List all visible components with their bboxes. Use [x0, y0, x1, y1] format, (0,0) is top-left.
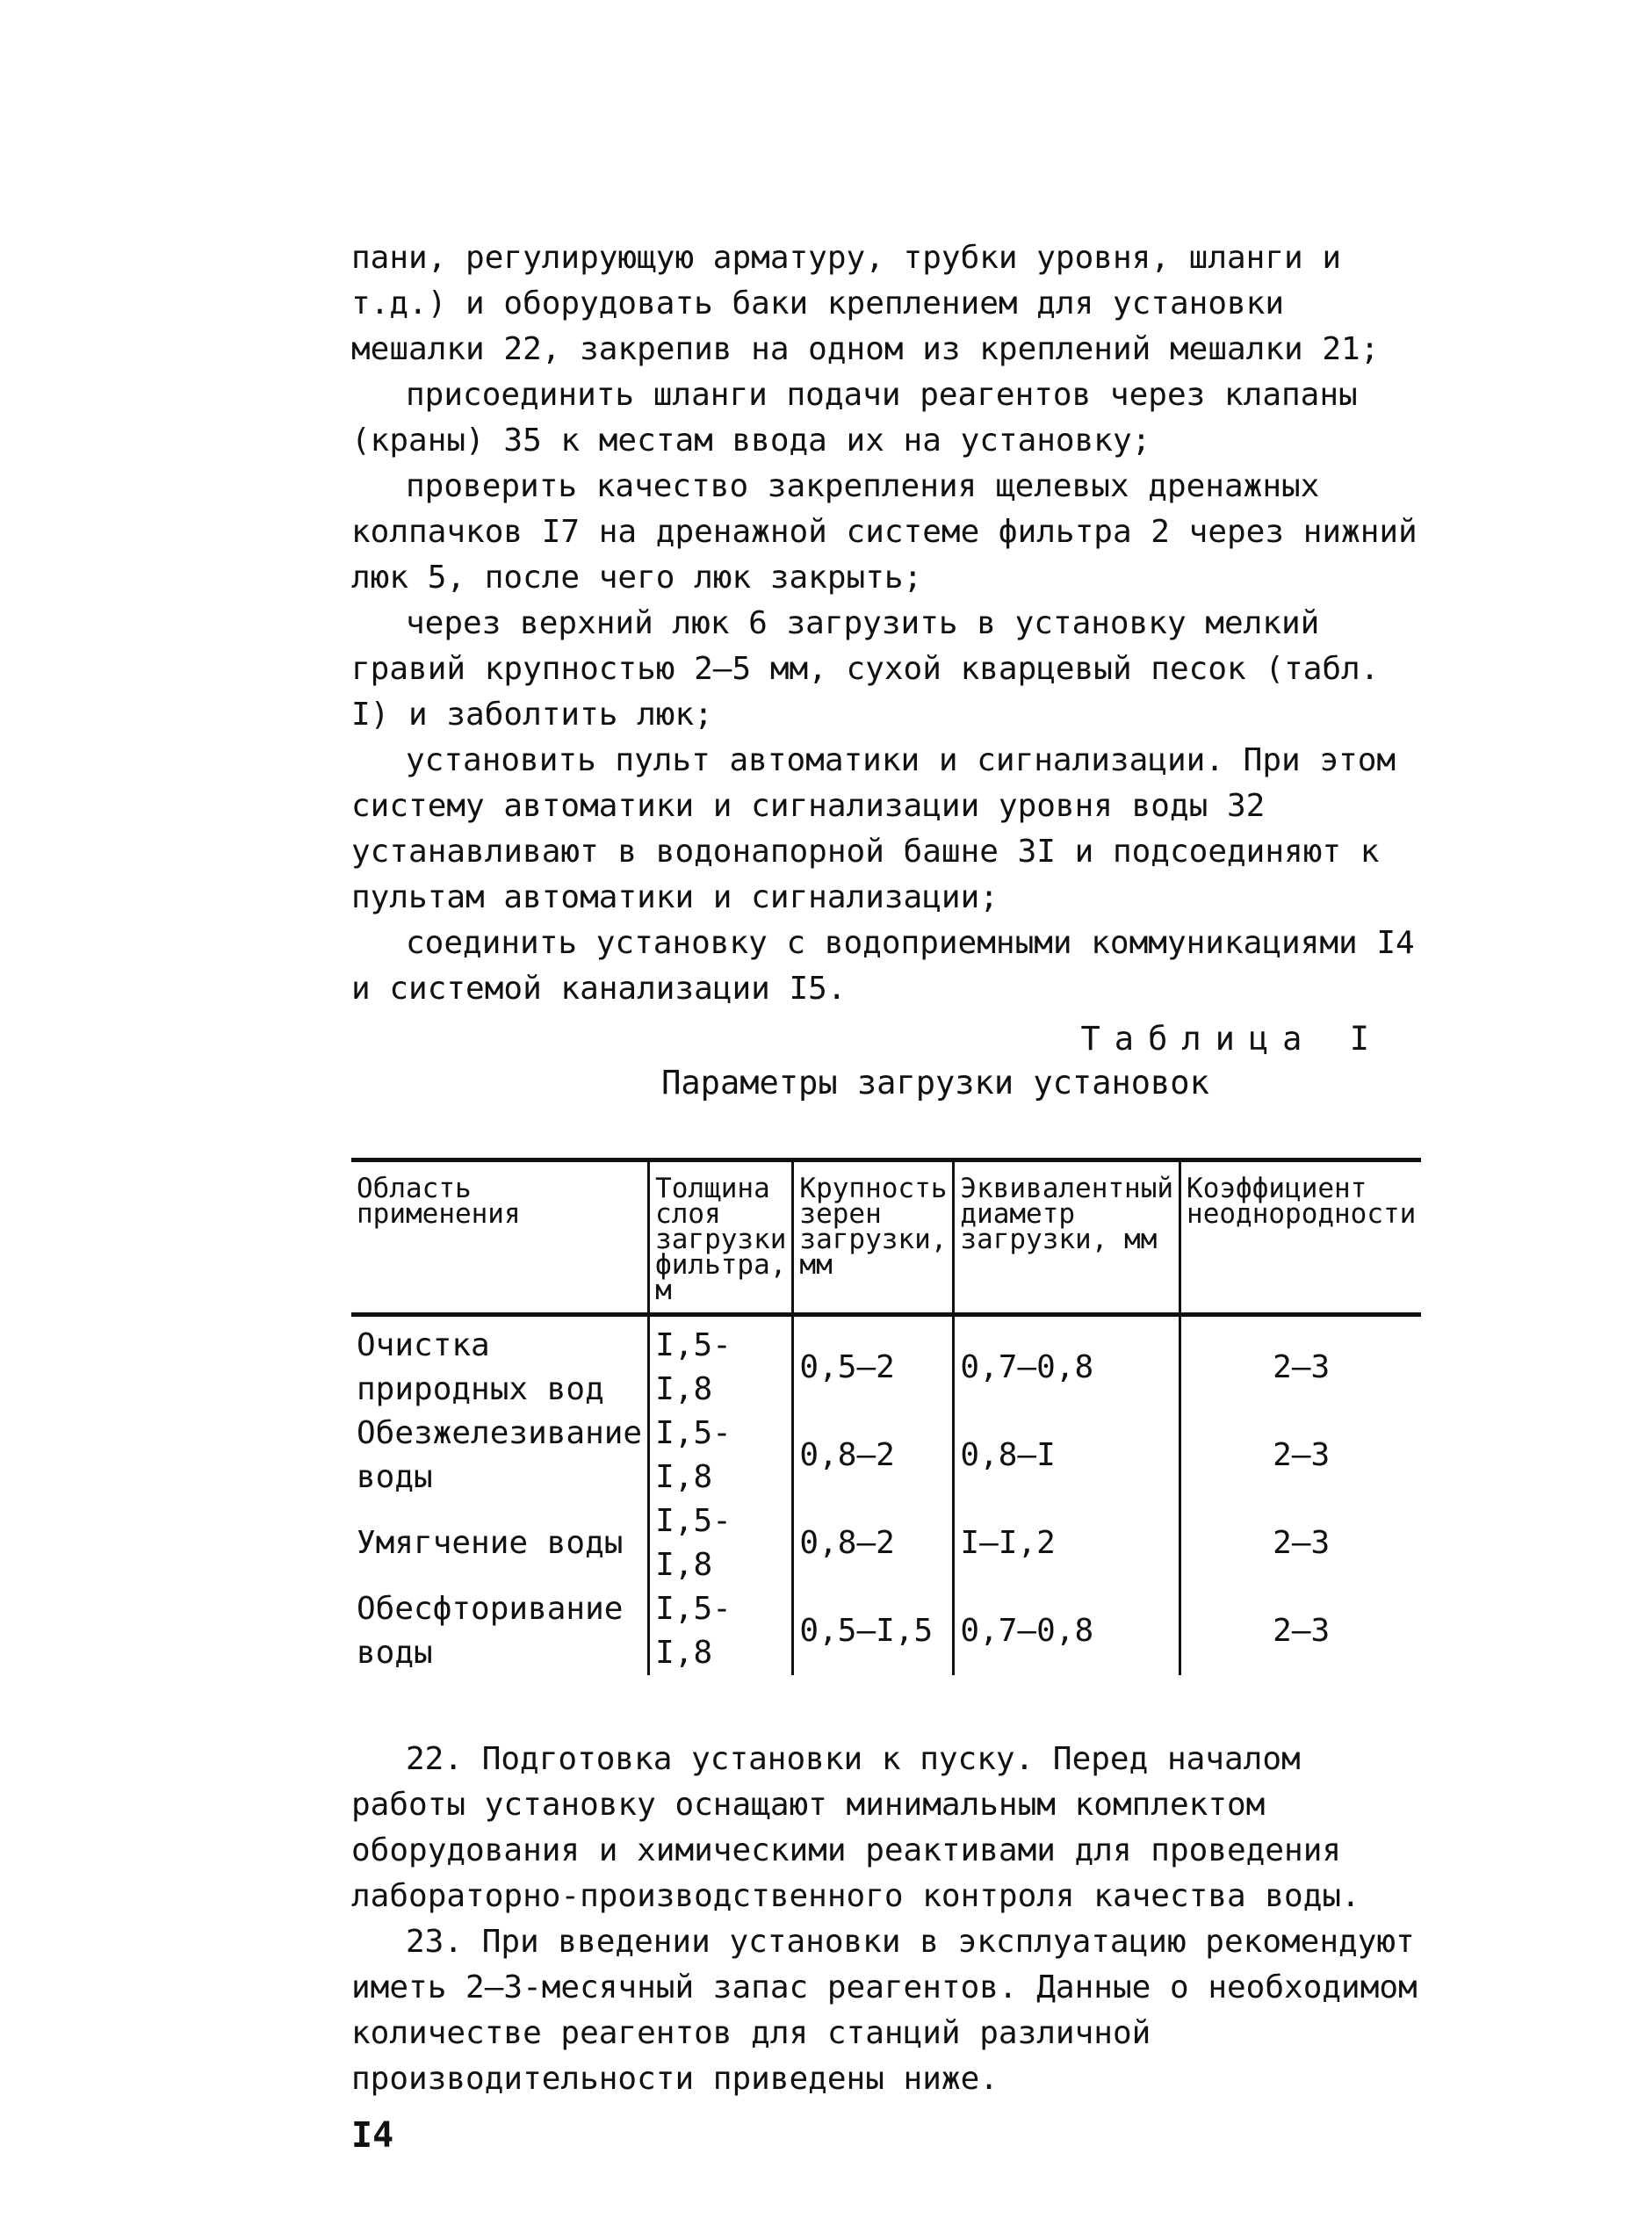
- table-cell: 2–3: [1180, 1499, 1422, 1587]
- parameters-table: [351, 1158, 1421, 1675]
- header-cell: Коэффициент неоднородности: [1180, 1160, 1422, 1315]
- table-cell: 0,7–0,8: [954, 1315, 1180, 1413]
- table-row: [351, 1587, 1421, 1675]
- header-cell: Область применения: [351, 1160, 649, 1315]
- paragraph: присоединить шланги подачи реагентов через клапаны (краны) 35 к местам ввода их на установку;: [351, 377, 1358, 459]
- table-cell: Обесфторивание воды: [357, 1591, 624, 1671]
- table-cell: 0,5–2: [793, 1315, 954, 1413]
- table-cell: I,5-I,8: [649, 1412, 793, 1499]
- table-cell: I,5-I,8: [649, 1315, 793, 1413]
- document-page: [351, 235, 1423, 2160]
- table-cell: Обезжелезивание воды: [357, 1415, 643, 1495]
- table-cell: 0,7–0,8: [954, 1587, 1180, 1675]
- header-cell: Толщина слоя загрузки фильтра, м: [649, 1160, 793, 1315]
- table-cell: 2–3: [1180, 1315, 1422, 1413]
- table-cell: 0,8–2: [793, 1499, 954, 1587]
- table-row: [351, 1315, 1421, 1413]
- table-cell: 0,8–2: [793, 1412, 954, 1499]
- table-cell: I–I,2: [954, 1499, 1180, 1587]
- table-cell: I,5-I,8: [649, 1499, 793, 1587]
- table-cell: 0,8–I: [954, 1412, 1180, 1499]
- paragraph: установить пульт автоматики и сигнализации. При этом систему автоматики и сигнализации уровня воды 32 устанавливают в водонапорной башне 3I и подсоединяют к пультам автоматики и сигнализации;: [351, 742, 1396, 915]
- table-cell: 2–3: [1180, 1412, 1422, 1499]
- header-cell: Эквивалентный диаметр загрузки, мм: [954, 1160, 1180, 1315]
- table-row: [351, 1412, 1421, 1499]
- table-cell: Очистка природных вод: [357, 1327, 604, 1407]
- page-number: I4: [351, 2115, 394, 2156]
- table-header-row: [351, 1160, 1421, 1315]
- table-cell: I,5-I,8: [649, 1587, 793, 1675]
- paragraph: через верхний люк 6 загрузить в установку мелкий гравий крупностью 2–5 мм, сухой кварцевый песок (табл. I) и заболтить люк;: [351, 605, 1380, 733]
- table-cell: Умягчение воды: [357, 1525, 624, 1561]
- table-row: [351, 1499, 1421, 1587]
- paragraph: проверить качество закрепления щелевых дренажных колпачков I7 на дренажной системе фильтра 2 через нижний люк 5, после чего люк закрыть;: [351, 468, 1418, 596]
- paragraph: 22. Подготовка установки к пуску. Перед началом работы установку оснащают минимальным комплектом оборудования и химическими реактивами для проведения лабораторно-производственного контроля качества воды.: [351, 1741, 1360, 1914]
- header-cell: Крупность зерен загрузки, мм: [793, 1160, 954, 1315]
- table-title: Параметры загрузки установок: [661, 1064, 1209, 1102]
- paragraph: 23. При введении установки в эксплуатацию рекомендуют иметь 2–3-месячный запас реагентов. Данные о необходимом количестве реагентов для станций различной производительности приведены ниже.: [351, 1924, 1418, 2097]
- table-caption: Таблица I: [1080, 1020, 1383, 1058]
- table-cell: 0,5–I,5: [793, 1587, 954, 1675]
- paragraph: пани, регулирующую арматуру, трубки уровня, шланги и т.д.) и оборудовать баки креплением для установки мешалки 22, закрепив на одном из креплений мешалки 21;: [351, 240, 1380, 367]
- table-cell: 2–3: [1180, 1587, 1422, 1675]
- paragraph: соединить установку с водоприемными коммуникациями I4 и системой канализации I5.: [351, 925, 1415, 1007]
